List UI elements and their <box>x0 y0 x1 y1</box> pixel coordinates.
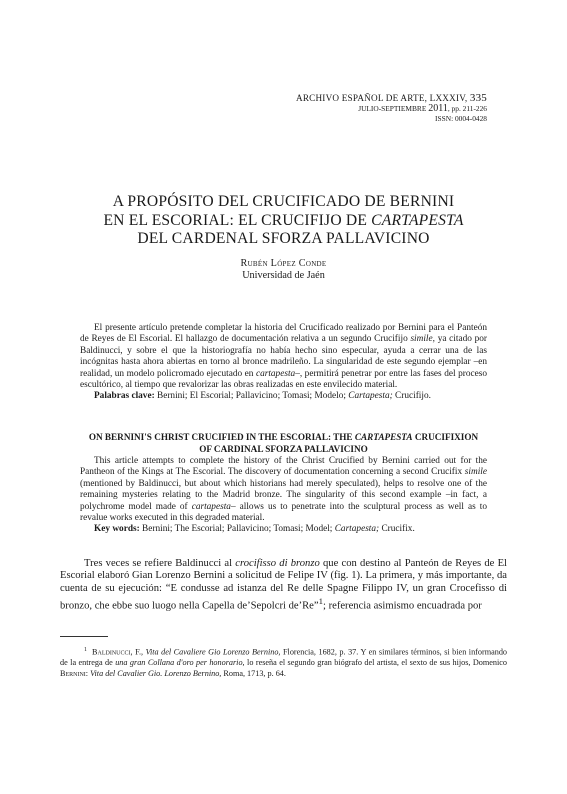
journal-citation <box>296 92 487 104</box>
title-line-2 <box>60 212 507 231</box>
title-line-1: A PROPÓSITO DEL CRUCIFICADO DE BERNINI <box>112 193 455 210</box>
page-range: , pp. 211-226 <box>447 104 487 113</box>
english-title-part-1: ON BERNINI'S CHRIST CRUCIFIED IN THE ESCORIAL: THE <box>88 432 355 442</box>
body-italic-crocifisso: crocifisso di bronzo <box>235 558 320 569</box>
author-block <box>60 258 507 282</box>
page-number: 335 <box>469 92 487 104</box>
english-title-italic: CARTAPESTA <box>354 432 413 442</box>
keywords-en-italic: Cartapesta; <box>334 524 380 535</box>
body-part-3: ; referencia asimismo encuadrada por <box>323 600 482 612</box>
title-line-2-text: EN EL ESCORIAL: EL CRUCIFIJO DE <box>103 211 372 229</box>
keywords-es-end: Crucifijo. <box>392 391 431 402</box>
abstract-en-italic-cartapesta: cartapesta <box>191 501 231 512</box>
article-title <box>60 193 507 249</box>
issue-year: 2011 <box>428 103 448 114</box>
title-line-3: DEL CARDENAL SFORZA PALLAVICINO <box>137 230 430 247</box>
keywords-en-end: Crucifix. <box>379 524 415 535</box>
abstract-es-part-2: ya citado por Baldinucci, y sobre el que la historiografía no había hecho sino especular, ayuda a cerrar una de las incógnitas hasta ahora abiertas en torno al bronce madrileño. La singularidad de este segundo ejemplar –en realidad, un modelo policromado ejecutado en <box>80 334 487 379</box>
footnote-number: 1 <box>84 647 87 653</box>
english-title-line-2: OF CARDINAL SFORZA PALLAVICINO <box>199 443 368 454</box>
abstract-en-part-1: This article attempts to complete the history of the Christ Crucified by Bernini carried out for the Pantheon of the Kings at The Escorial. The discovery of documentation concerning a second Crucifix <box>80 456 487 478</box>
keywords-es-list: Bernini; El Escorial; Pallavicino; Tomasi; Modelo; <box>154 391 349 402</box>
abstract-en-part-3: – allows us to penetrate into the sculptural process as well as to revalue works executed in this degraded material. <box>80 501 487 524</box>
abstract-english-text <box>80 456 487 524</box>
body-paragraph <box>60 558 507 613</box>
keywords-english <box>80 524 487 535</box>
footnote-title-2: Vita del Cavalier Gio. Lorenzo Bernino, <box>90 668 222 678</box>
footnote-text <box>60 645 507 680</box>
footnote-reference[interactable]: 1 <box>318 596 323 607</box>
footnote-author: Baldinucci <box>92 647 131 657</box>
journal-header <box>296 92 487 124</box>
keywords-en-label: Key words: <box>94 524 140 535</box>
journal-name: ARCHIVO ESPAÑOL DE ARTE, LXXXIV, <box>295 93 468 103</box>
footnote <box>60 645 507 680</box>
abstract-es-part-3: –, permitirá penetrar por entre las fases del proceso escultórico, al tiempo que revalorizar las obras realizadas en este envilecido material. <box>80 368 487 391</box>
author-name: Rubén López Conde <box>240 258 327 269</box>
abstract-english <box>80 456 487 536</box>
keywords-es-label: Palabras clave: <box>94 391 155 402</box>
english-title-line-1 <box>80 432 487 444</box>
english-title-part-2: CRUCIFIXION <box>412 432 479 442</box>
abstract-en-italic-simile: simile <box>464 467 487 478</box>
footnote-title-1: Vita del Cavaliere Gio Lorenzo Bernino, <box>145 647 281 657</box>
keywords-en-list: Bernini; The Escorial; Pallavicino; Tomasi; Model; <box>139 524 335 535</box>
abstract-es-part-1: El presente artículo pretende completar la historia del Crucificado realizado por Bernini para el Panteón de Reyes de El Escorial. El hallazgo de documentación relativa a un segundo Crucifijo <box>80 323 487 345</box>
title-italic-word: CARTAPESTA <box>371 211 464 229</box>
footnote-part-3: lo reseña el segundo gran biógrafo del artista, el sexto de sus hijos, Domenico <box>244 658 507 668</box>
abstract-en-part-2: (mentioned by Baldinucci, but about which historians had merely speculated), helps to resolve one of the remaining mysteries relating to the Madrid bronze. The singularity of this second example –in fact, a polychrome model made of <box>80 478 487 512</box>
issue-months: JULIO-SEPTIEMBRE <box>358 104 427 113</box>
footnote-part-4: : <box>85 668 91 678</box>
issue-line <box>296 104 487 114</box>
issn: ISSN: 0004-0428 <box>435 114 487 123</box>
footnote-divider <box>60 636 108 637</box>
author-affiliation: Universidad de Jaén <box>242 270 325 281</box>
footnote-author-2: Bernini <box>60 668 86 678</box>
abstract-es-italic-simile: simile, <box>410 334 435 345</box>
abstract-es-italic-cartapesta: cartapesta <box>255 368 296 379</box>
body-text <box>60 558 507 613</box>
keywords-es-italic: Cartapesta; <box>348 391 393 402</box>
footnote-part-2: Florencia, 1682, p. 37. Y en similares términos, si bien informando de la entrega de <box>60 647 508 668</box>
body-part-2: que con destino al Panteón de Reyes de El Escorial elaboró Gian Lorenzo Bernini a solicitud de Felipe IV (fig. 1). La primera, y más importante, da cuenta de su ejecución: “E condusse ad istanza del Re delle Spagne Filippo IV, un gran Crocefisso di bronzo, che ebbe suo luogo nella Capella de’Sepolcri de’Re” <box>60 558 507 612</box>
english-title <box>80 432 487 455</box>
abstract-spanish <box>80 323 487 403</box>
abstract-spanish-text <box>80 323 487 391</box>
keywords-spanish <box>80 391 487 402</box>
footnote-part-1: , F., <box>130 647 146 657</box>
footnote-part-5: Roma, 1713, p. 64. <box>221 668 286 678</box>
body-part-1: Tres veces se refiere Baldinucci al <box>84 558 236 569</box>
footnote-italic-gift: una gran Collana d'oro per honorario, <box>115 658 245 668</box>
